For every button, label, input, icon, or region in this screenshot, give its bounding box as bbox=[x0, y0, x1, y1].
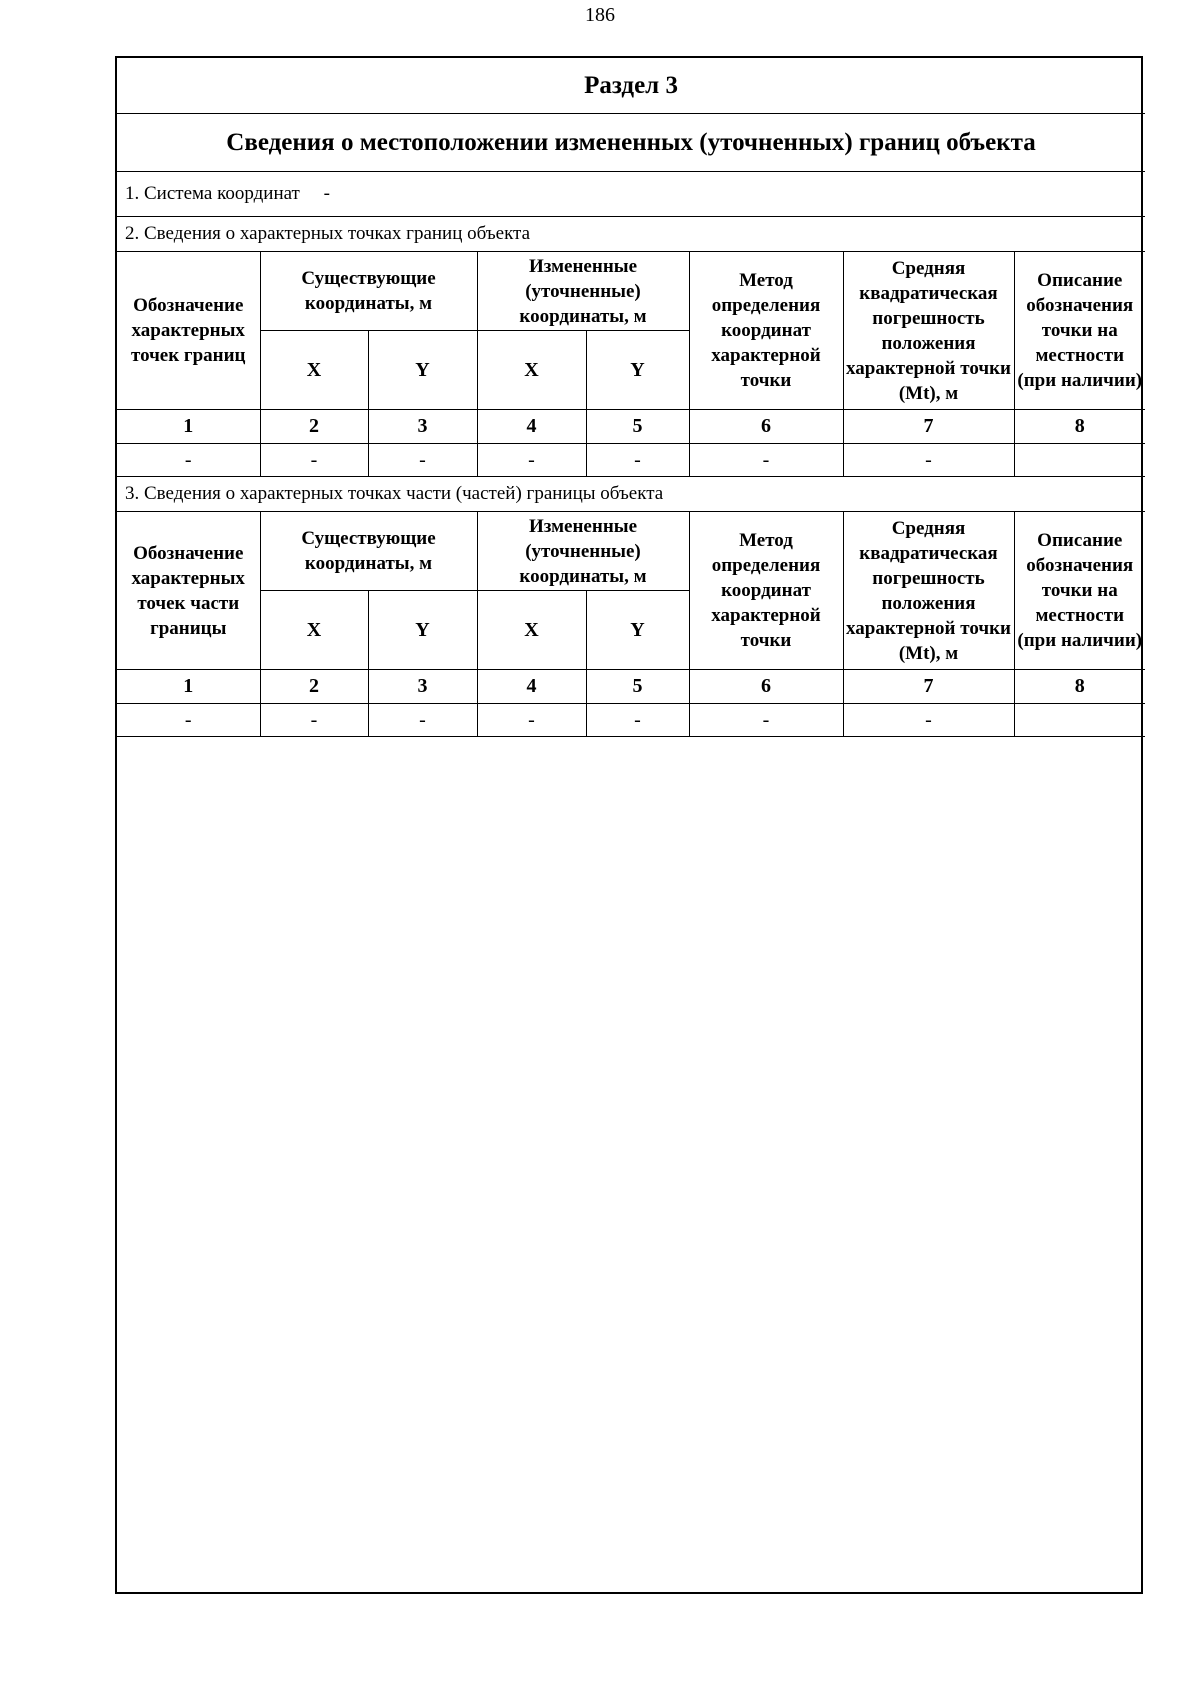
table1-col1-header: Обозначение характерных точек границ bbox=[117, 252, 260, 410]
table2-changed-header: Измененные (уточненные) координаты, м bbox=[477, 512, 689, 591]
table1-data-cell: - bbox=[843, 444, 1014, 477]
table2-description-header: Описание обозначения точки на местности (при наличии) bbox=[1014, 512, 1145, 670]
table1-number-cell: 2 bbox=[260, 410, 368, 444]
table2-data-cell bbox=[1014, 704, 1145, 737]
table1-number-cell: 8 bbox=[1014, 410, 1145, 444]
table1-number-cell: 3 bbox=[368, 410, 477, 444]
table1-error-header: Средняя квадратическая погрешность положения характерной точки (Mt), м bbox=[843, 252, 1014, 410]
table2-data-cell: - bbox=[586, 704, 689, 737]
table1-number-cell: 7 bbox=[843, 410, 1014, 444]
document-frame bbox=[115, 56, 1143, 1594]
coordinate-system-value: - bbox=[323, 183, 330, 204]
table1-caption: 2. Сведения о характерных точках границ объекта bbox=[117, 217, 1145, 252]
table2-data-row bbox=[117, 704, 1145, 737]
table1-changed-header: Измененные (уточненные) координаты, м bbox=[477, 252, 689, 331]
table1-existing-x: X bbox=[260, 331, 368, 410]
table1-number-cell: 1 bbox=[117, 410, 260, 444]
table1-changed-x: X bbox=[477, 331, 586, 410]
table1-data-cell: - bbox=[368, 444, 477, 477]
table2-changed-y: Y bbox=[586, 591, 689, 670]
table2-method-header: Метод определения координат характерной точки bbox=[689, 512, 843, 670]
table1-data-cell: - bbox=[260, 444, 368, 477]
table2-number-cell: 7 bbox=[843, 670, 1014, 704]
page-number: 186 bbox=[585, 4, 615, 26]
section-title: Раздел 3 bbox=[117, 58, 1145, 114]
table2-number-cell: 8 bbox=[1014, 670, 1145, 704]
table2-caption: 3. Сведения о характерных точках части (частей) границы объекта bbox=[117, 477, 1145, 512]
table1-number-row bbox=[117, 410, 1145, 444]
table2-existing-header: Существующие координаты, м bbox=[260, 512, 477, 591]
table1-description-header: Описание обозначения точки на местности (при наличии) bbox=[1014, 252, 1145, 410]
table1-number-cell: 4 bbox=[477, 410, 586, 444]
section-table bbox=[117, 58, 1145, 737]
table2-data-cell: - bbox=[689, 704, 843, 737]
table2-number-cell: 6 bbox=[689, 670, 843, 704]
table1-data-cell bbox=[1014, 444, 1145, 477]
table2-changed-x: X bbox=[477, 591, 586, 670]
section-subtitle: Сведения о местоположении измененных (уточненных) границ объекта bbox=[117, 114, 1145, 172]
table2-data-cell: - bbox=[260, 704, 368, 737]
table1-existing-header: Существующие координаты, м bbox=[260, 252, 477, 331]
coordinate-system-line bbox=[117, 172, 1145, 217]
table2-number-cell: 1 bbox=[117, 670, 260, 704]
table2-error-header: Средняя квадратическая погрешность положения характерной точки (Mt), м bbox=[843, 512, 1014, 670]
table2-number-cell: 5 bbox=[586, 670, 689, 704]
table1-method-header: Метод определения координат характерной точки bbox=[689, 252, 843, 410]
table1-existing-y: Y bbox=[368, 331, 477, 410]
coordinate-system-label: 1. Система координат bbox=[125, 183, 300, 204]
table1-data-cell: - bbox=[117, 444, 260, 477]
table2-number-cell: 2 bbox=[260, 670, 368, 704]
table1-data-row bbox=[117, 444, 1145, 477]
table2-number-cell: 4 bbox=[477, 670, 586, 704]
table2-existing-x: X bbox=[260, 591, 368, 670]
table2-number-cell: 3 bbox=[368, 670, 477, 704]
table2-col1-header: Обозначение характерных точек части границы bbox=[117, 512, 260, 670]
table2-data-cell: - bbox=[843, 704, 1014, 737]
table1-data-cell: - bbox=[586, 444, 689, 477]
table2-existing-y: Y bbox=[368, 591, 477, 670]
table2-data-cell: - bbox=[117, 704, 260, 737]
table1-data-cell: - bbox=[477, 444, 586, 477]
table1-data-cell: - bbox=[689, 444, 843, 477]
table2-number-row bbox=[117, 670, 1145, 704]
table2-data-cell: - bbox=[477, 704, 586, 737]
table1-number-cell: 5 bbox=[586, 410, 689, 444]
table2-data-cell: - bbox=[368, 704, 477, 737]
table1-number-cell: 6 bbox=[689, 410, 843, 444]
table1-changed-y: Y bbox=[586, 331, 689, 410]
